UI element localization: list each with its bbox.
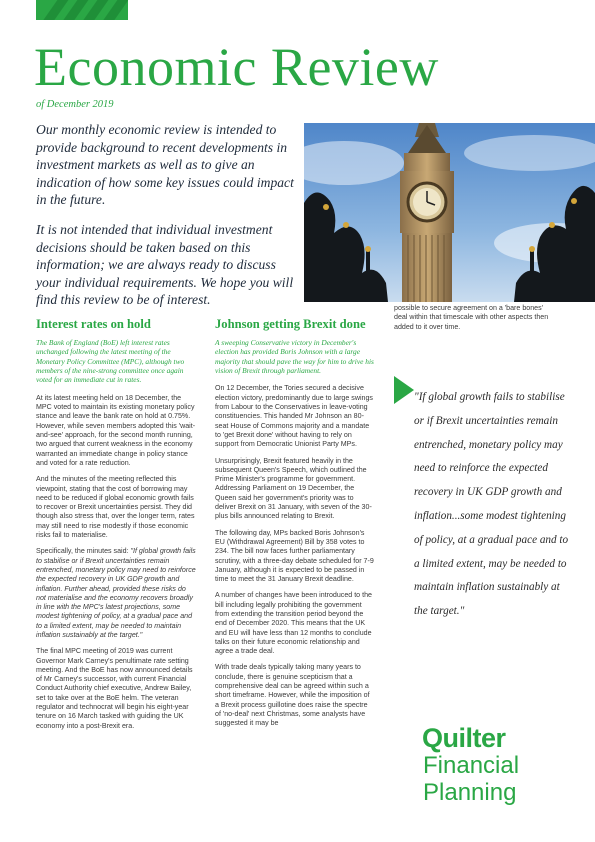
continuation-column (394, 304, 556, 339)
intro-paragraph: Our monthly economic review is intended to provide background to recent developments in investment markets as well as to give an indication of how some key issues could impact in the future. (36, 122, 294, 208)
logo-line: Quilter (422, 723, 506, 753)
mpc-minutes-quote: "If global growth fails to stabilise or if Brexit uncertainties remain entrenched, monetary policy may need to reinforce the expected recovery in UK GDP growth and inflation. Further ahead, provided these risks do not materialise and the economy recovers broadly in line with the MPC's latest projections, some modest tightening of policy, at a gradual pace and to a limited extent, may be needed to maintain inflation sustainably at the target." (36, 547, 196, 639)
quote-mark-icon (394, 376, 414, 404)
big-ben-photo (304, 123, 595, 302)
pull-quote: "If global growth fails to stabilise or if Brexit uncertainties remain entrenched, monetary policy may need to reinforce the expected recovery in UK GDP growth and inflation...some modest tightening of policy, at a gradual pace and to a limited extent, may be needed to maintain inflation sustainably at the target." (414, 391, 569, 618)
issue-date: of December 2019 (36, 99, 114, 110)
intro-text (36, 121, 298, 321)
body-paragraph: The following day, MPs backed Boris Johnson's EU (Withdrawal Agreement) Bill by 358 votes to 234. The bill now faces further parliamentary scrutiny, with a three-day debate scheduled for 7-9 January, although it is expected to be passed in time to meet the 31 January Brexit deadline. (215, 528, 374, 584)
body-paragraph: With trade deals typically taking many years to conclude, there is genuine scepticism that a comprehensive deal can be agreed within such a short timeframe. However, while the imposition of a Brexit process guillotine does raise the spectre of 'no-deal' next Christmas, some analysts have suggested it may be (215, 663, 370, 728)
body-paragraph: A number of changes have been introduced to the bill including legally prohibiting the government from extending the transition period beyond the end of December 2020. This means that the UK and EU will have less than 12 months to conclude talks on their future economic relationship and agree a trade deal. (215, 591, 372, 656)
body-paragraph (36, 547, 196, 640)
section-lead: The Bank of England (BoE) left interest rates unchanged following the latest meeting of the Monetary Policy Committee (MPC), although two members of the nine-strong committee once again voted for an immediate cut in rates. (36, 337, 185, 385)
interest-rates-column (36, 318, 196, 738)
body-paragraph: The final MPC meeting of 2019 was current Governor Mark Carney's penultimate rate setting meeting. And the BoE has now announced details of Mr Carney's successor, with current Financial Conduct Authority chief executive, Andrew Bailey, set to take over at the BoE helm. The veteran regulator and technocrat will begin his eight-year tenure on 16 March tasked with guiding the UK economy into a post-Brexit era. (36, 647, 193, 730)
section-heading: Johnson getting Brexit done (215, 317, 366, 331)
body-paragraph: On 12 December, the Tories secured a decisive election victory, predominantly due to large swings from Labour to the Conservatives in leave-voting constituencies. This handed Mr Johnson an 80-seat House of Commons majority and a mandate to 'get Brexit done' without having to rely on support from Democratic Unionist Party MPs. (215, 384, 373, 449)
page-title: Economic Review (34, 37, 439, 97)
body-paragraph: At its latest meeting held on 18 December, the MPC voted to maintain its existing monetary policy stance and leave the bank rate on hold at 0.75%. However, while seven members adopted this 'wait-and-see' approach, for the second month running, two argued that current weakness in the economy warranted an immediate change in policy stance and voted for a rate reduction. (36, 393, 196, 467)
quote-intro: Specifically, the minutes said: (36, 547, 131, 556)
section-heading: Interest rates on hold (36, 317, 151, 331)
quilter-logo (422, 724, 519, 806)
logo-line: Planning (423, 779, 517, 806)
logo-line: Financial (423, 752, 520, 779)
section-lead: A sweeping Conservative victory in December's election has provided Boris Johnson with a large majority that should pave the way for him to drive his vision of Brexit through parliament. (215, 337, 374, 376)
body-paragraph: And the minutes of the meeting reflected this viewpoint, stating that the cost of borrowing may need to be reduced if global economic growth fails to recover or Brexit uncertainties persist. They did though also stress that, over the longer term, rates may still need to rise modestly if those economic risks fail to materialise. (36, 475, 195, 540)
header-green-band (36, 0, 128, 20)
body-paragraph: possible to secure agreement on a 'bare bones' deal within that timescale with other aspects then added to it over time. (394, 304, 549, 331)
intro-paragraph: It is not intended that individual investment decisions should be taken based on this information; we are always ready to discuss your individual requirements. We hope you will find this review to be of interest. (36, 221, 294, 308)
brexit-column (215, 318, 375, 736)
body-paragraph: Unsurprisingly, Brexit featured heavily in the subsequent Queen's Speech, which outlined the Prime Minister's programme for government. Addressing Parliament on 19 December, the Queen said her government's priority was to deliver Brexit on 31 January, with seven of the 30-plus bills announced relating to Brexit. (215, 456, 372, 521)
